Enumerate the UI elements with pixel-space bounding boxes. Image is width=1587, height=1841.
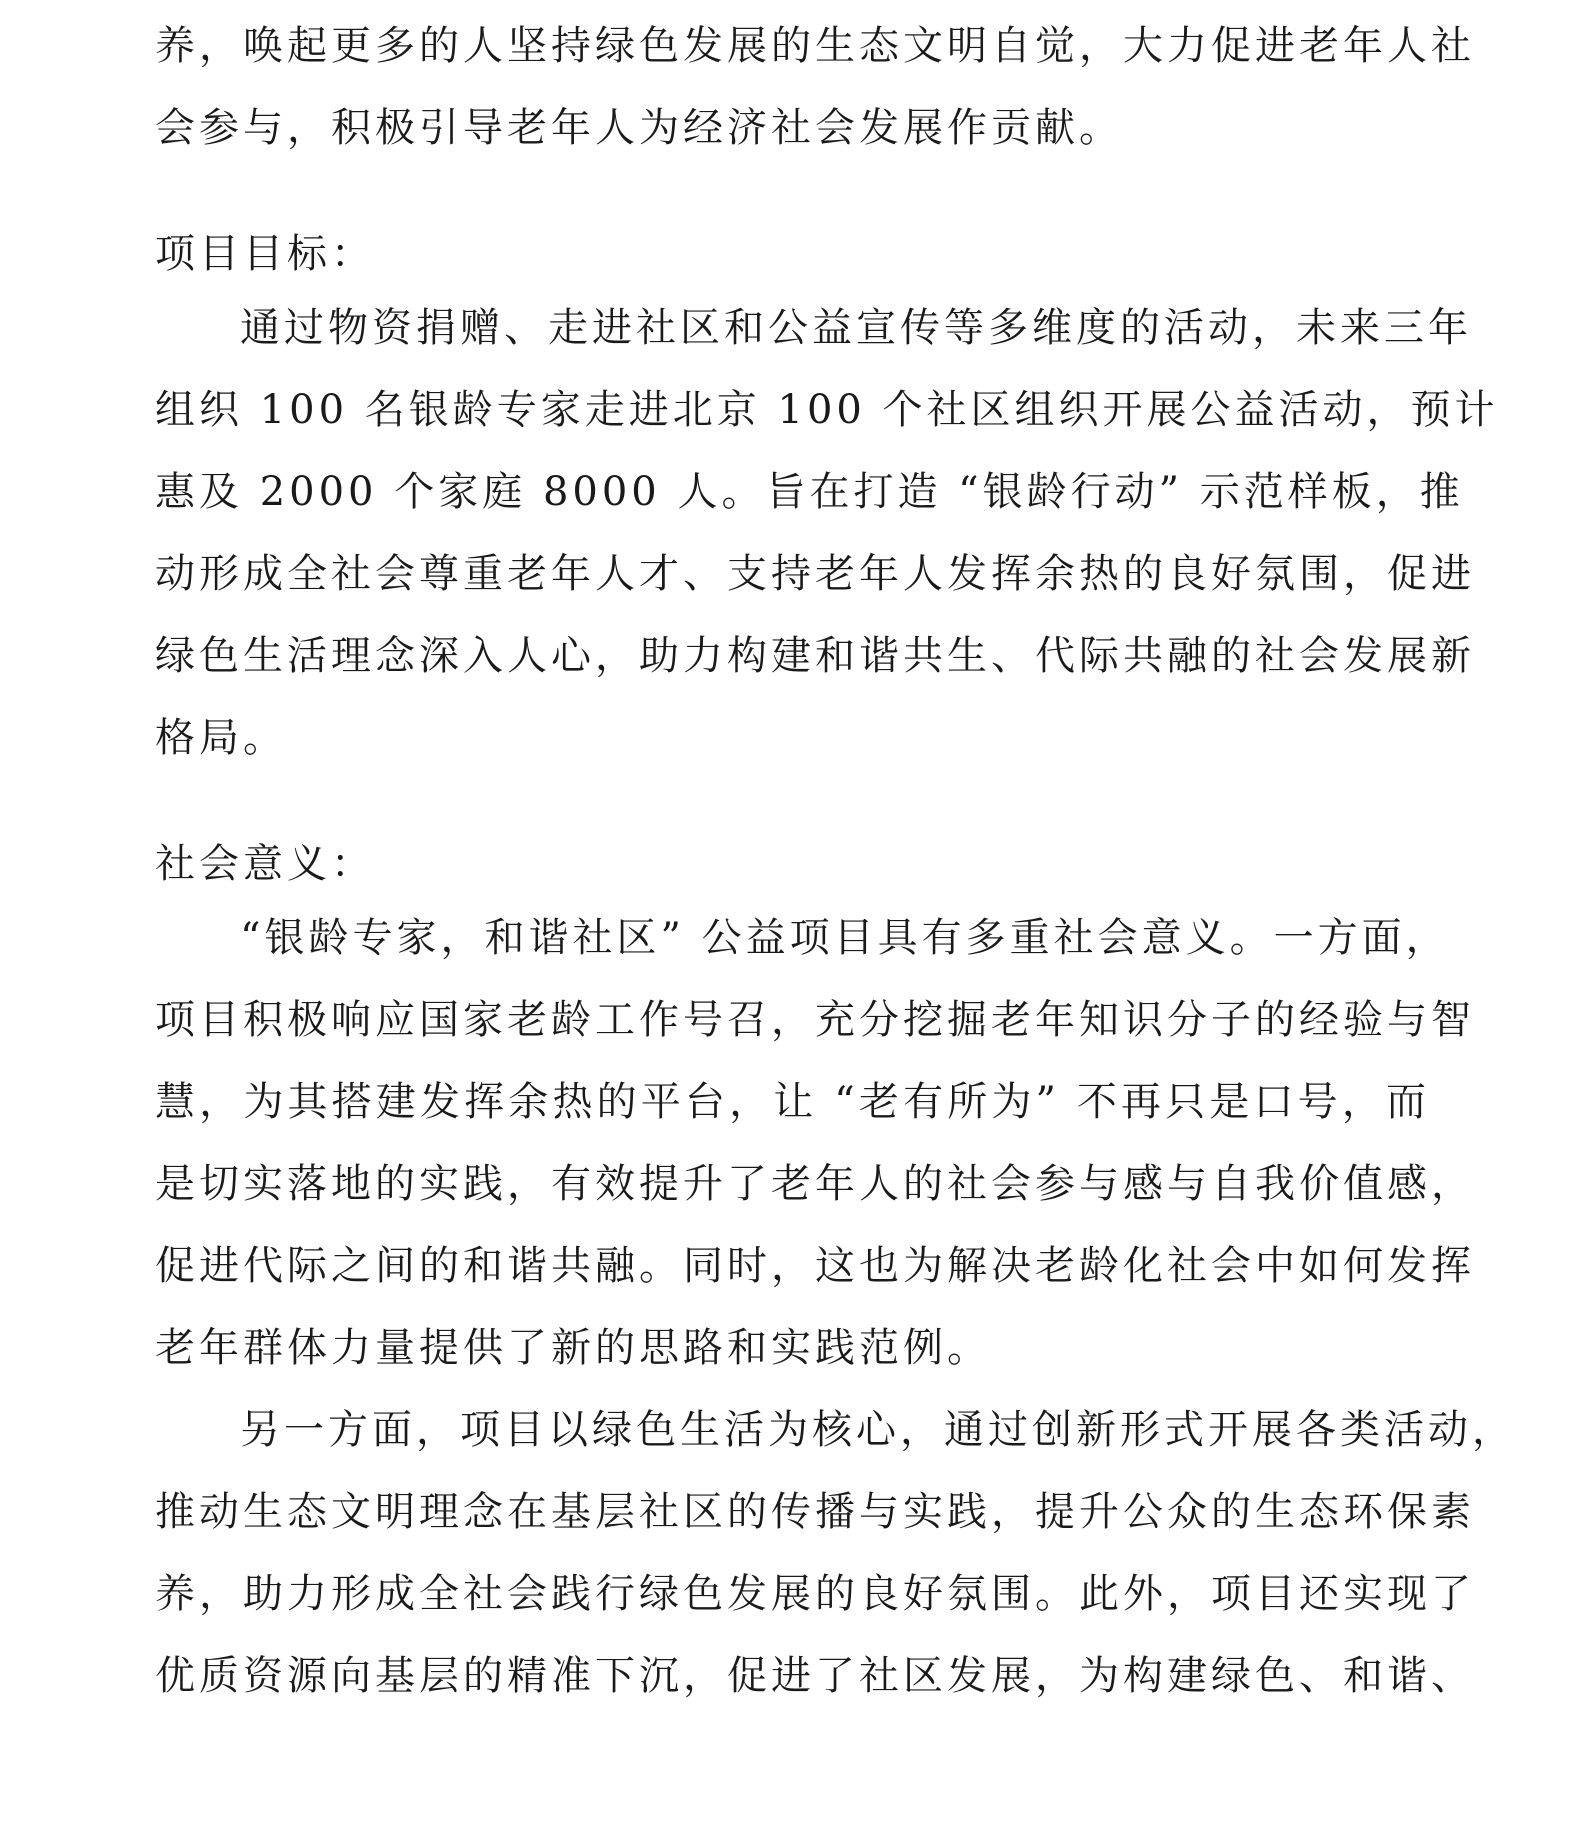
significance-p1-line-2: 项目积极响应国家老龄工作号召，充分挖掘老年知识分子的经验与智	[155, 997, 1475, 1043]
significance-p2-line-3: 养，助力形成全社会践行绿色发展的良好氛围。此外，项目还实现了	[155, 1571, 1475, 1617]
goals-line-3: 惠及 2000 个家庭 8000 人。旨在打造 “银龄行动” 示范样板，推	[155, 469, 1464, 515]
significance-p1-line-3: 慧，为其搭建发挥余热的平台，让 “老有所为” 不再只是口号，而	[155, 1079, 1430, 1125]
significance-p2-line-2: 推动生态文明理念在基层社区的传播与实践，提升公众的生态环保素	[155, 1489, 1475, 1535]
intro-line-1: 养，唤起更多的人坚持绿色发展的生态文明自觉，大力促进老年人社	[155, 23, 1475, 69]
significance-p2-line-1: 另一方面，项目以绿色生活为核心，通过创新形式开展各类活动，	[240, 1407, 1516, 1453]
goals-line-6: 格局。	[155, 715, 287, 761]
intro-line-2: 会参与，积极引导老年人为经济社会发展作贡献。	[155, 105, 1123, 151]
goals-line-2: 组织 100 名银龄专家走进北京 100 个社区组织开展公益活动，预计	[155, 387, 1499, 433]
significance-p1-line-6: 老年群体力量提供了新的思路和实践范例。	[155, 1325, 991, 1371]
goals-line-5: 绿色生活理念深入人心，助力构建和谐共生、代际共融的社会发展新	[155, 633, 1475, 679]
significance-p1-line-4: 是切实落地的实践，有效提升了老年人的社会参与感与自我价值感，	[155, 1161, 1475, 1207]
significance-heading: 社会意义：	[155, 841, 375, 887]
significance-p1-line-5: 促进代际之间的和谐共融。同时，这也为解决老龄化社会中如何发挥	[155, 1243, 1475, 1289]
goals-line-4: 动形成全社会尊重老年人才、支持老年人发挥余热的良好氛围，促进	[155, 551, 1475, 597]
goals-line-1: 通过物资捐赠、走进社区和公益宣传等多维度的活动，未来三年	[240, 305, 1472, 351]
significance-p2-line-4: 优质资源向基层的精准下沉，促进了社区发展，为构建绿色、和谐、	[155, 1653, 1475, 1699]
significance-p1-line-1: “银龄专家，和谐社区” 公益项目具有多重社会意义。一方面，	[240, 915, 1450, 961]
goals-heading: 项目目标：	[155, 231, 375, 277]
document-page	[155, 0, 1516, 1841]
